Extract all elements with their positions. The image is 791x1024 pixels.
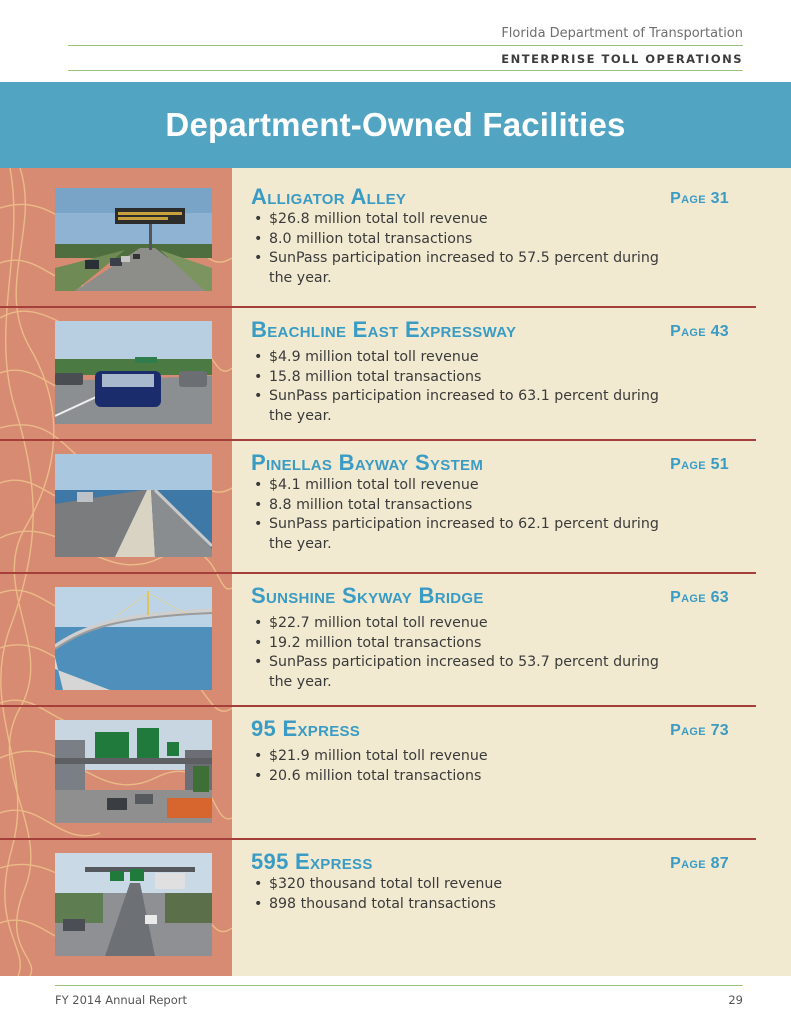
- page-number: 29: [728, 993, 743, 1007]
- stat-item: • 19.2 million total transactions: [253, 634, 673, 654]
- facility-name: Alligator Alley: [251, 184, 407, 209]
- facility-row-alligator-alley: [0, 174, 791, 307]
- stat-item: • SunPass participation increased to 62.1 percent during the year.: [253, 515, 673, 554]
- facility-row-595-express: [0, 839, 791, 972]
- stat-item: • 898 thousand total transactions: [253, 895, 673, 915]
- facility-page-link[interactable]: Page 87: [670, 855, 729, 872]
- stat-item: • $26.8 million total toll revenue: [253, 210, 673, 230]
- facility-row-95-express: [0, 706, 791, 839]
- facility-stats: [253, 614, 673, 692]
- facility-stats: [253, 210, 673, 288]
- footer-rule: [55, 985, 743, 986]
- 95-express-photo: [55, 720, 212, 823]
- facility-page-link[interactable]: Page 73: [670, 722, 729, 739]
- stat-item: • SunPass participation increased to 63.1 percent during the year.: [253, 387, 673, 426]
- beachline-photo: [55, 321, 212, 424]
- facility-stats: [253, 348, 673, 426]
- stat-item: • 15.8 million total transactions: [253, 368, 673, 388]
- facility-stats: [253, 476, 673, 554]
- 595-express-photo: [55, 853, 212, 956]
- facility-page-link[interactable]: Page 31: [670, 190, 729, 207]
- facility-page-link[interactable]: Page 51: [670, 456, 729, 473]
- stat-item: • $320 thousand total toll revenue: [253, 875, 673, 895]
- facility-stats: [253, 875, 673, 914]
- stat-item: • SunPass participation increased to 57.5 percent during the year.: [253, 249, 673, 288]
- facility-name: Pinellas Bayway System: [251, 450, 484, 475]
- facility-name: 95 Express: [251, 716, 361, 741]
- facility-row-skyway: [0, 573, 791, 706]
- facility-name: Sunshine Skyway Bridge: [251, 583, 484, 608]
- agency-name: Florida Department of Transportation: [501, 26, 743, 41]
- facility-name: 595 Express: [251, 849, 373, 874]
- facility-name: Beachline East Expressway: [251, 317, 517, 342]
- stat-item: • $21.9 million total toll revenue: [253, 747, 673, 767]
- title-banner: [0, 82, 791, 168]
- facility-row-beachline: [0, 307, 791, 440]
- page-title: Department-Owned Facilities: [165, 106, 626, 143]
- stat-item: • 8.8 million total transactions: [253, 496, 673, 516]
- stat-item: • $22.7 million total toll revenue: [253, 614, 673, 634]
- facility-stats: [253, 747, 673, 786]
- facility-page-link[interactable]: Page 43: [670, 323, 729, 340]
- stat-item: • $4.1 million total toll revenue: [253, 476, 673, 496]
- stat-item: • 20.6 million total transactions: [253, 767, 673, 787]
- facility-row-pinellas: [0, 440, 791, 573]
- report-name: FY 2014 Annual Report: [55, 993, 187, 1007]
- facility-page-link[interactable]: Page 63: [670, 589, 729, 606]
- division-name: ENTERPRISE TOLL OPERATIONS: [501, 52, 743, 66]
- alligator-alley-photo: [55, 188, 212, 291]
- stat-item: • SunPass participation increased to 53.7 percent during the year.: [253, 653, 673, 692]
- stat-item: • $4.9 million total toll revenue: [253, 348, 673, 368]
- pinellas-photo: [55, 454, 212, 557]
- stat-item: • 8.0 million total transactions: [253, 230, 673, 250]
- header-rule: [68, 70, 743, 71]
- skyway-photo: [55, 587, 212, 690]
- header-rule: [68, 45, 743, 46]
